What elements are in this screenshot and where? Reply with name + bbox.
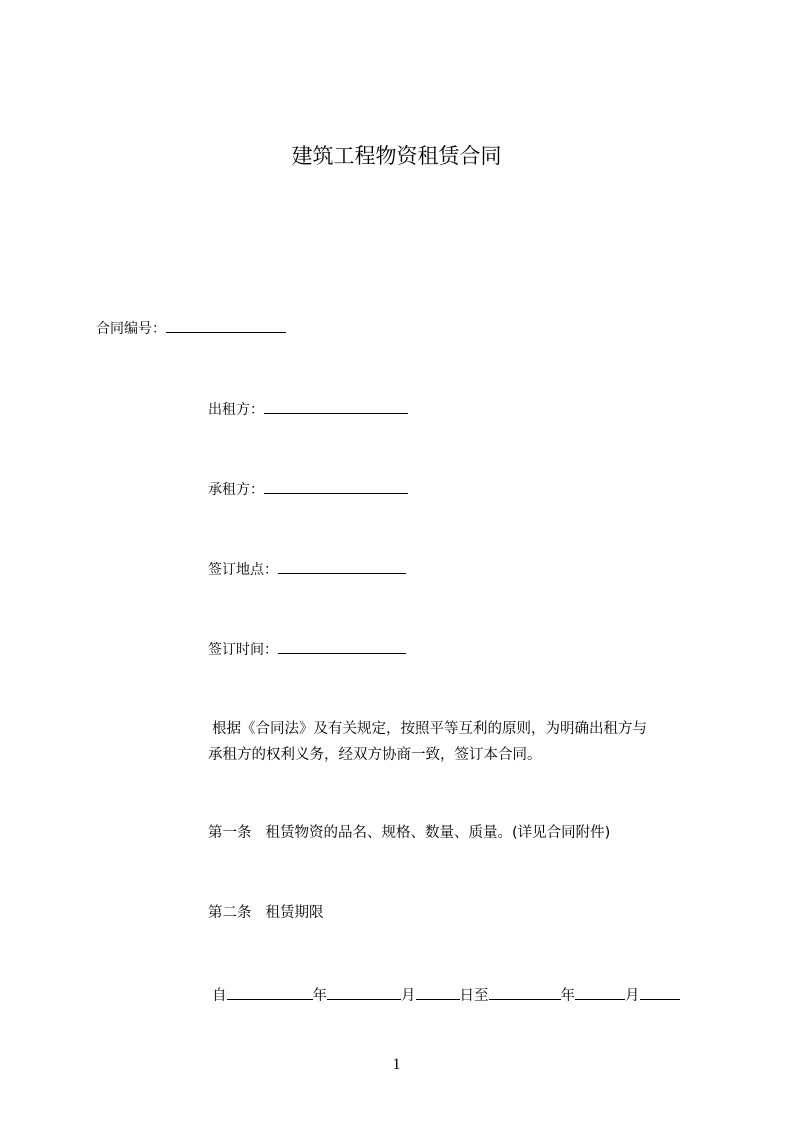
document-title: 建筑工程物资租赁合同 [291,144,502,168]
contract-number-label: 合同编号： [96,321,166,337]
contract-number-blank [166,318,286,333]
page-number: 1 [392,1056,401,1073]
sign-time-field [208,639,406,660]
lessee-blank [264,479,408,494]
term-year1-blank [227,985,313,1000]
article-2 [208,903,324,923]
preamble-line-2: 承租方的权利义务，经双方协商一致，签订本合同。 [208,747,542,763]
article-1-number: 第一条 [208,825,252,841]
term-month1-blank [327,985,401,1000]
lessee-field [208,479,408,500]
term-day1: 日至 [459,988,489,1004]
term-year1: 年 [312,988,327,1004]
term-month1: 月 [401,988,416,1004]
term-day2-blank [640,985,680,1000]
lessee-label: 承租方： [208,482,264,498]
term-month2: 月 [625,988,640,1004]
term-month2-blank [575,985,625,1000]
contract-number-field [96,318,286,339]
term-year2-blank [489,985,561,1000]
article-1-text: 租赁物资的品名、规格、数量、质量。(详见合同附件) [265,825,611,841]
sign-time-label: 签订时间： [208,642,278,658]
term-day1-blank [416,985,460,1000]
article-2-text: 租赁期限 [265,905,324,921]
term-line [212,985,680,1006]
sign-time-blank [278,639,406,654]
sign-place-label: 签订地点： [208,562,278,578]
preamble-line-1: 根据《合同法》及有关规定，按照平等互利的原则，为明确出租方与 [212,721,647,737]
lessor-field [208,399,408,420]
lessor-label: 出租方： [208,402,264,418]
sign-place-field [208,559,406,580]
term-from: 自 [212,988,227,1004]
sign-place-blank [278,559,406,574]
article-2-number: 第二条 [208,905,252,921]
term-year2: 年 [560,988,575,1004]
article-1 [208,823,610,843]
lessor-blank [264,399,408,414]
